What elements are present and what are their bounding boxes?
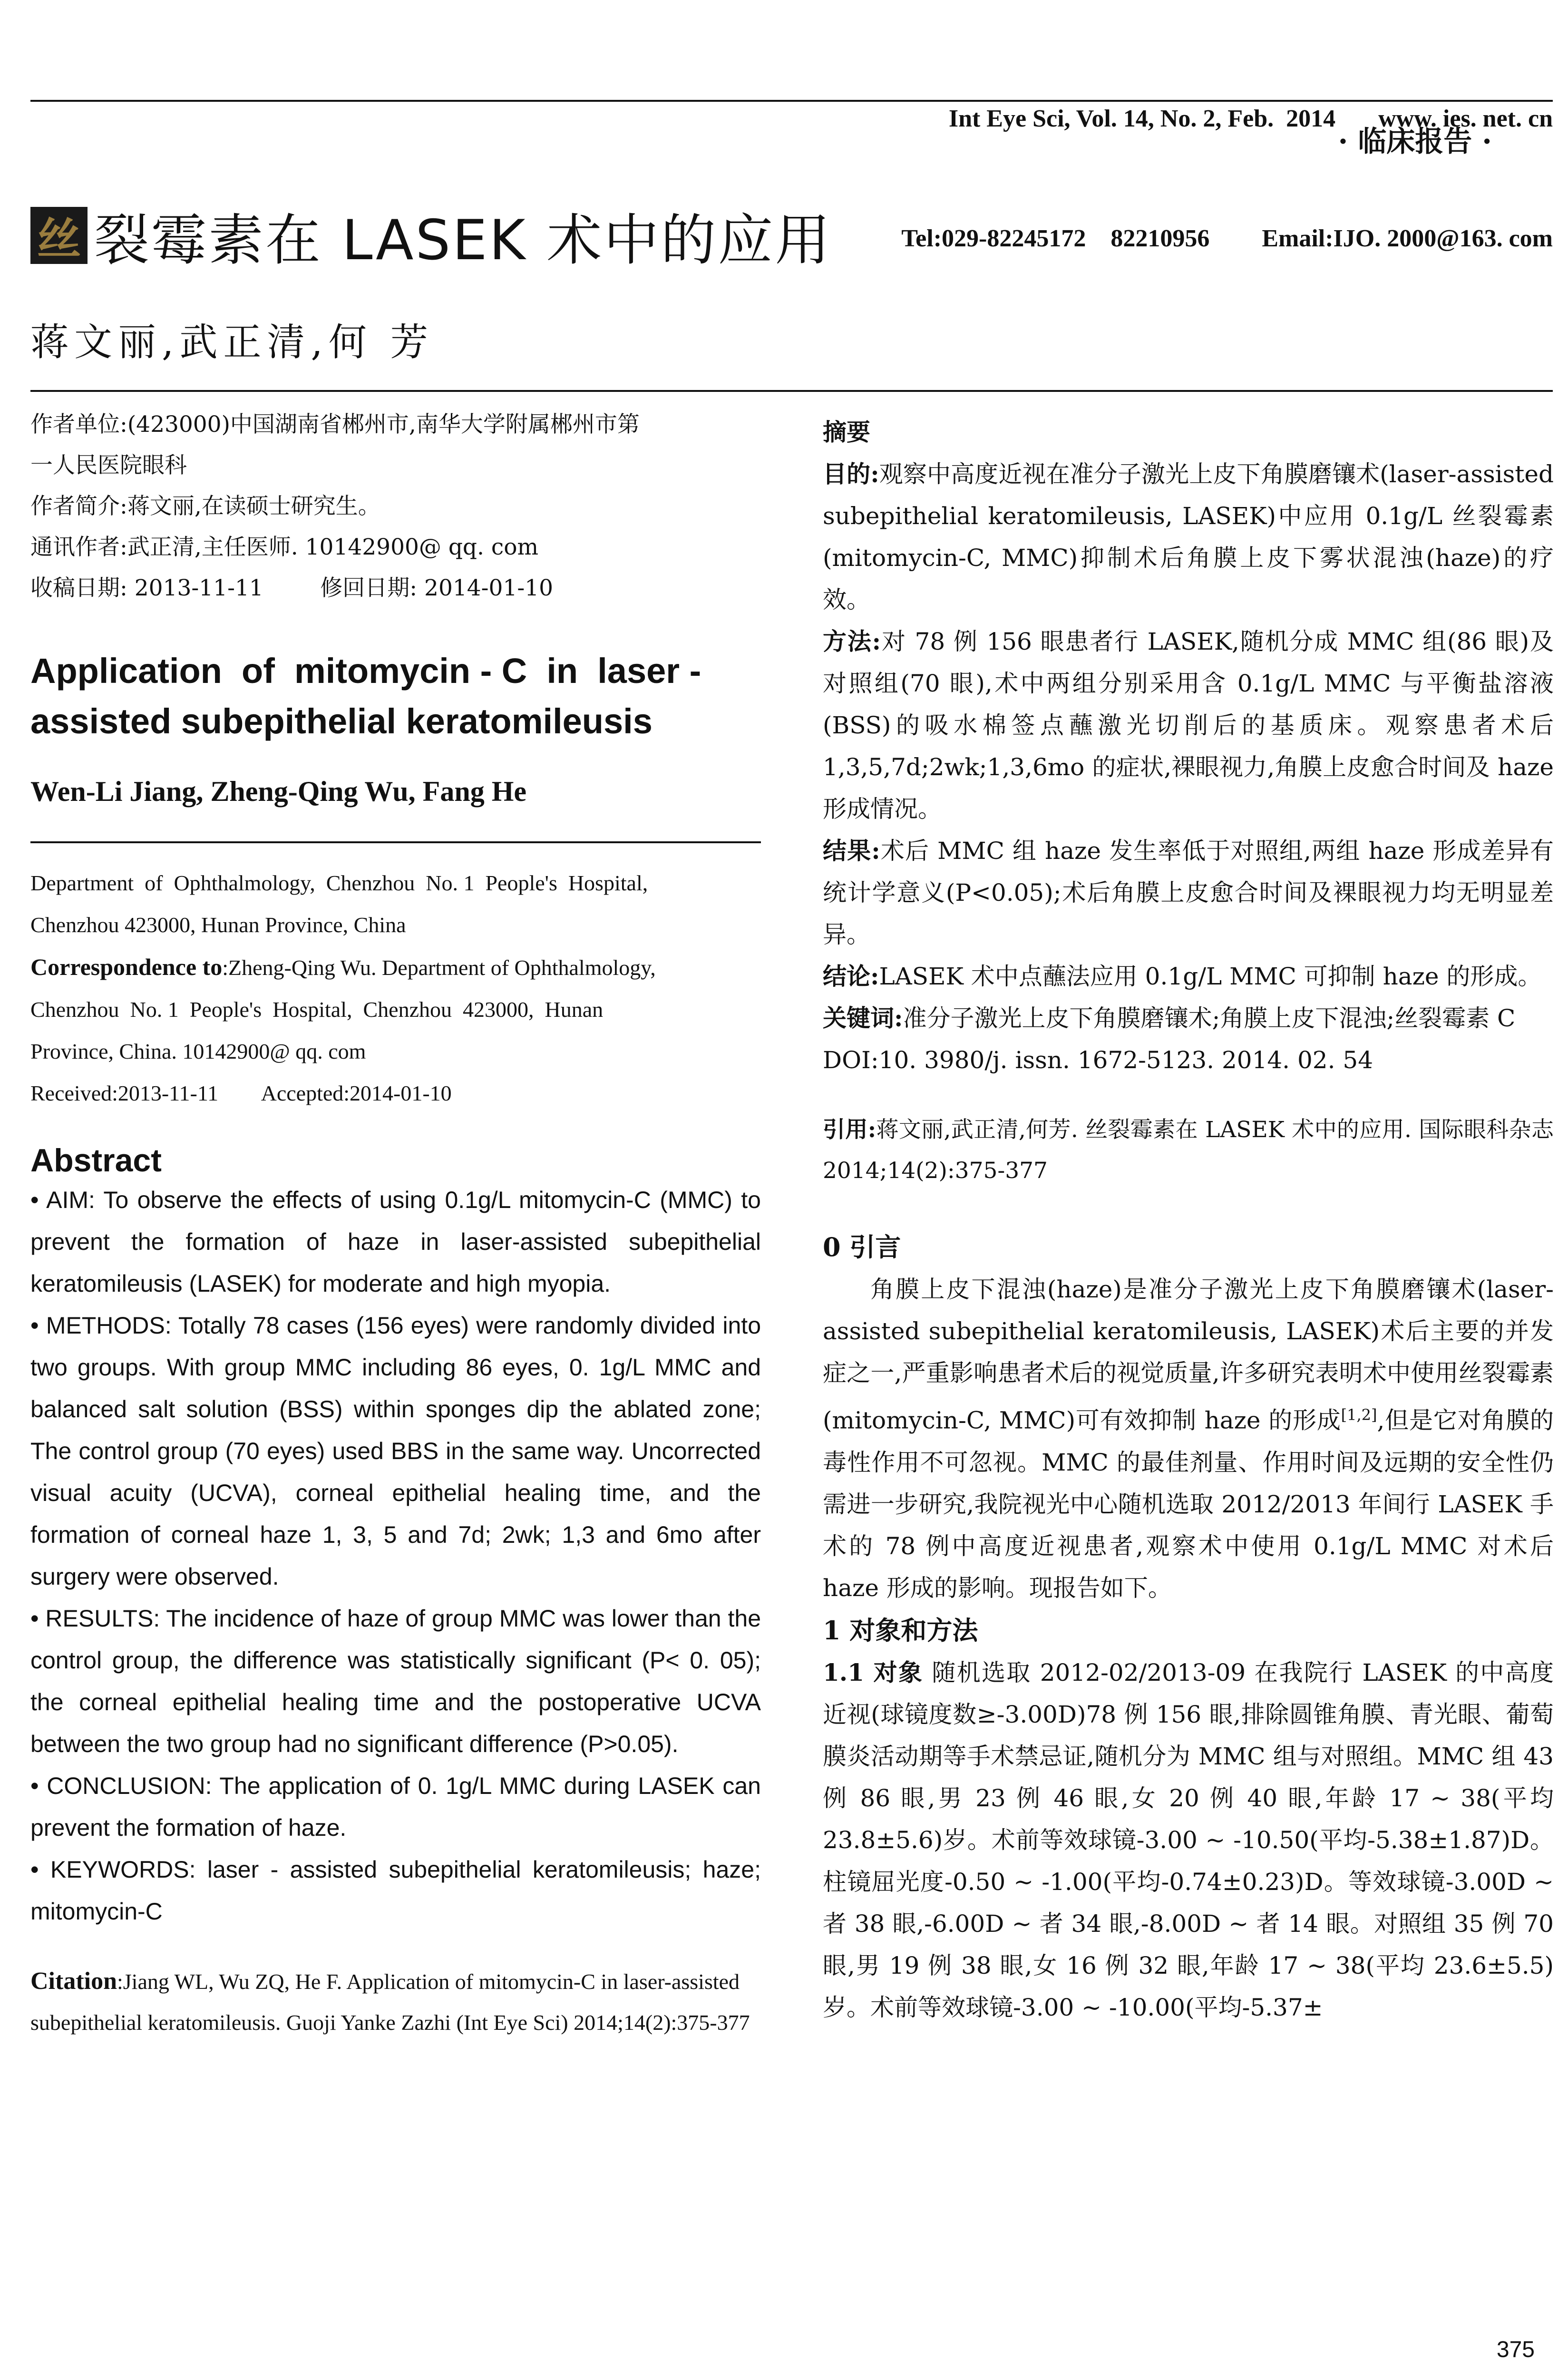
intro-text-b: ,但是它对角膜的毒性作用不可忽视。MMC 的最佳剂量、作用时间及远期的安全性仍需进一步研究,我院视光中心随机选取 2012/2013 年间行 LASEK 手术的 78 例中高度近视患者,观察术中使用 0.1g/L MMC 对术后 haze 形成的影响。现报告如下。: [823, 1406, 1554, 1602]
title-initial-logo: 丝: [30, 207, 88, 264]
summary-methods: [823, 621, 1554, 830]
journal-tel: Tel:029-82245172 82210956: [901, 225, 1210, 252]
correspondence-text: :Zheng-Qing Wu. Department of Ophthalmology,: [222, 955, 656, 980]
abstract-aim: • AIM: To observe the effects of using 0.1g/L mitomycin-C (MMC) to prevent the formation of haze in laser-assisted subepithelial keratomileusis (LASEK) for moderate and high myopia.: [30, 1187, 761, 1297]
chinese-citation-label: 引用:: [823, 1117, 877, 1143]
summary-results-text: 术后 MMC 组 haze 发生率低于对照组,两组 haze 形成差异有统计学意义(P<0.05);术后角膜上皮愈合时间及裸眼视力均无明显差异。: [823, 837, 1554, 948]
summary-aim-text: 观察中高度近视在准分子激光上皮下角膜磨镶术(laser-assisted subepithelial keratomileusis, LASEK)中应用 0.1g/L 丝裂霉素(mitomycin-C, MMC)抑制术后角膜上皮下雾状混浊(haze)的疗效。: [823, 460, 1554, 614]
summary-conclusion: [823, 955, 1554, 997]
affil-line: 作者简介:蒋文丽,在读硕士研究生。: [30, 493, 380, 519]
abstract-conclusion: • CONCLUSION: The application of 0. 1g/L MMC during LASEK can prevent the formation of haze.: [30, 1773, 761, 1841]
summary-methods-label: 方法:: [823, 627, 881, 655]
journal-citation: Int Eye Sci, Vol. 14, No. 2, Feb. 2014: [948, 105, 1336, 132]
correspondence-line: Chenzhou No. 1 People's Hospital, Chenzhou 423000, Hunan: [30, 997, 604, 1022]
methods-heading: 1 对象和方法: [823, 1615, 978, 1646]
summary-keywords-text: 准分子激光上皮下角膜磨镶术;角膜上皮下混浊;丝裂霉素 C: [903, 1004, 1516, 1032]
english-title-line: Application of mitomycin - C in laser -: [30, 651, 701, 691]
article-title: [30, 193, 832, 278]
english-authors: Wen-Li Jiang, Zheng-Qing Wu, Fang He: [30, 776, 526, 807]
summary-methods-text: 对 78 例 156 眼患者行 LASEK,随机分成 MMC 组(86 眼)及对照组(70 眼),术中两组分别采用含 0.1g/L MMC 与平衡盐溶液(BSS)的吸水棉签点蘸激光切削后的基质床。观察患者术后 1,3,5,7d;2wk;1,3,6mo 的症状,裸眼视力,角膜上皮愈合时间及 haze 形成情况。: [823, 628, 1554, 823]
abstract-methods: • METHODS: Totally 78 cases (156 eyes) were randomly divided into two groups. With group MMC including 86 eyes, 0. 1g/L MMC and balanced salt solution (BSS) within sponges dip the ablated zone; The control group (70 eyes) used BBS in the same way. Uncorrected visual acuity (UCVA), corneal epithelial healing time, and the formation of corneal haze 1, 3, 5 and 7d; 2wk; 1,3 and 6mo after surgery were observed.: [30, 1312, 761, 1590]
reference-marker[interactable]: [1,2]: [1341, 1406, 1377, 1424]
citation-text: :Jiang WL, Wu ZQ, He F. Application of mitomycin-C in laser-assisted subepithelial keratomileusis. Guoji Yanke Zazhi (Int Eye Sci) 2014;14(2):375-377: [30, 1969, 750, 2035]
citation-block: [30, 1961, 761, 2043]
summary-keywords-label: 关键词:: [823, 1004, 903, 1032]
abstract-keywords: • KEYWORDS: laser - assisted subepithelial keratomileusis; haze; mitomycin-C: [30, 1856, 761, 1925]
journal-email[interactable]: Email:IJO. 2000@163. com: [1262, 225, 1553, 252]
title-text: 裂霉素在 LASEK 术中的应用: [94, 208, 832, 273]
right-column: [823, 411, 1554, 2028]
authors-chinese: 蒋文丽,武正清,何 芳: [30, 320, 434, 364]
header-rule: [30, 100, 1553, 102]
intro-text-a: 角膜上皮下混浊(haze)是准分子激光上皮下角膜磨镶术(laser-assisted subepithelial keratomileusis, LASEK)术后主要的并发症之一,严重影响患者术后的视觉质量,许多研究表明术中使用丝裂霉素(mitomycin-C, MMC)可有效抑制 haze 的形成: [823, 1276, 1554, 1434]
abstract-heading: Abstract: [30, 1142, 162, 1179]
summary-aim: [823, 453, 1554, 621]
affiliation-block: [30, 404, 761, 609]
affil-line: 收稿日期: 2013-11-11 修回日期: 2014-01-10: [30, 575, 554, 601]
doi-link[interactable]: DOI:10. 3980/j. issn. 1672-5123. 2014. 02. 54: [823, 1046, 1373, 1074]
citation-label: Citation: [30, 1968, 117, 1995]
chinese-citation: [823, 1110, 1554, 1191]
affil-line: 作者单位:(423000)中国湖南省郴州市,南华大学附属郴州市第: [30, 411, 640, 438]
english-title-line: assisted subepithelial keratomileusis: [30, 701, 653, 741]
journal-url[interactable]: www. ies. net. cn: [1378, 105, 1553, 132]
summary-heading: 摘要: [823, 418, 870, 446]
received-dates: Received:2013-11-11 Accepted:2014-01-10: [30, 1081, 452, 1105]
section-label: · 临床报告 ·: [1338, 125, 1492, 158]
summary-results-label: 结果:: [823, 837, 880, 865]
affil-line: 一人民医院眼科: [30, 452, 187, 478]
subjects-text: 随机选取 2012-02/2013-09 在我院行 LASEK 的中高度近视(球镜度数≥-3.00D)78 例 156 眼,排除圆锥角膜、青光眼、葡萄膜炎活动期等手术禁忌证,随机分为 MMC 组与对照组。MMC 组 43 例 86 眼,男 23 例 46 眼,女 20 例 40 眼,年龄 17 ~ 38(平均 23.8±5.6)岁。术前等效球镜-3.00 ~ -10.50(平均-5.38±1.87)D。柱镜屈光度-0.50 ~ -1.00(平均-0.74±0.23)D。等效球镜-3.00D ~ 者 38 眼,-6.00D ~ 者 34 眼,-8.00D ~ 者 14 眼。对照组 35 例 70 眼,男 19 例 38 眼,女 16 例 32 眼,年龄 17 ~ 38(平均 23.6±5.5)岁。术前等效球镜-3.00 ~ -10.00(平均-5.37±: [823, 1658, 1554, 2021]
intro-heading: 0 引言: [823, 1232, 901, 1262]
abstract-results: • RESULTS: The incidence of haze of group MMC was lower than the control group, the difference was statistically significant (P< 0. 05); the corneal epithelial healing time and the postoperative UCVA between the two group had no significant difference (P>0.05).: [30, 1605, 761, 1757]
correspondence-line: [30, 946, 761, 989]
summary-results: [823, 830, 1554, 955]
summary-conclusion-label: 结论:: [823, 962, 879, 990]
chinese-citation-text: 蒋文丽,武正清,何芳. 丝裂霉素在 LASEK 术中的应用. 国际眼科杂志 2014;14(2):375-377: [823, 1117, 1554, 1184]
subjects-paragraph: [823, 1652, 1554, 2028]
summary-keywords: [823, 997, 1554, 1039]
correspondence-line: Province, China. 10142900@ qq. com: [30, 1039, 366, 1063]
summary-conclusion-text: LASEK 术中点蘸法应用 0.1g/L MMC 可抑制 haze 的形成。: [879, 963, 1542, 990]
left-column: [30, 404, 761, 2043]
page-number: 375: [1496, 2337, 1535, 2362]
subjects-label: 1.1 对象: [823, 1658, 924, 1686]
affil-line: 通讯作者:武正清,主任医师. 10142900@ qq. com: [30, 534, 539, 560]
title-rule: [30, 390, 1553, 392]
correspondence-label: Correspondence to: [30, 954, 223, 980]
summary-aim-label: 目的:: [823, 460, 879, 488]
authors-rule: [30, 808, 761, 843]
intro-paragraph: [823, 1268, 1554, 1609]
department-line: Chenzhou 423000, Hunan Province, China: [30, 913, 406, 937]
department-line: Department of Ophthalmology, Chenzhou No. 1 People's Hospital,: [30, 871, 648, 895]
